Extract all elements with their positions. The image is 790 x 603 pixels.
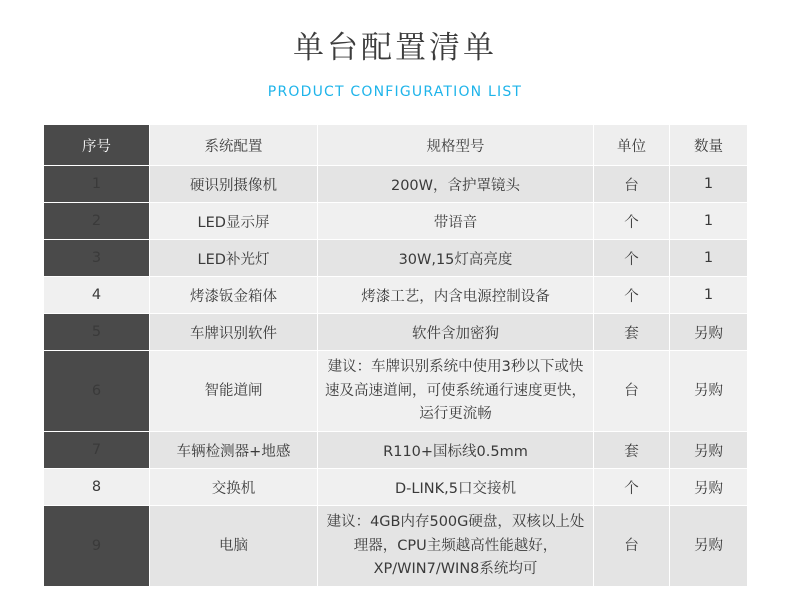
column-header-no: 序号 bbox=[44, 125, 150, 166]
cell-no: 4 bbox=[44, 277, 150, 314]
table-header-row bbox=[44, 125, 748, 166]
cell-unit: 台 bbox=[594, 351, 670, 432]
cell-unit: 个 bbox=[594, 240, 670, 277]
cell-qty: 另购 bbox=[670, 432, 748, 469]
cell-system: 车牌识别软件 bbox=[150, 314, 318, 351]
cell-spec: 软件含加密狗 bbox=[318, 314, 594, 351]
cell-system: LED显示屏 bbox=[150, 203, 318, 240]
column-header-system: 系统配置 bbox=[150, 125, 318, 166]
table-row bbox=[44, 351, 748, 432]
cell-unit: 台 bbox=[594, 166, 670, 203]
cell-qty: 1 bbox=[670, 240, 748, 277]
cell-system: 交换机 bbox=[150, 469, 318, 506]
column-header-spec: 规格型号 bbox=[318, 125, 594, 166]
cell-qty: 另购 bbox=[670, 506, 748, 587]
cell-spec: 30W,15灯高亮度 bbox=[318, 240, 594, 277]
cell-system: 烤漆钣金箱体 bbox=[150, 277, 318, 314]
cell-no: 7 bbox=[44, 432, 150, 469]
cell-spec: 200W，含护罩镜头 bbox=[318, 166, 594, 203]
cell-spec: 带语音 bbox=[318, 203, 594, 240]
cell-system: LED补光灯 bbox=[150, 240, 318, 277]
cell-unit: 个 bbox=[594, 277, 670, 314]
table-row bbox=[44, 166, 748, 203]
cell-spec: 烤漆工艺，内含电源控制设备 bbox=[318, 277, 594, 314]
cell-system: 智能道闸 bbox=[150, 351, 318, 432]
column-header-unit: 单位 bbox=[594, 125, 670, 166]
table-row bbox=[44, 240, 748, 277]
configuration-table bbox=[43, 124, 748, 587]
cell-spec: 建议：车牌识别系统中使用3秒以下或快速及高速道闸，可使系统通行速度更快，运行更流畅 bbox=[318, 351, 594, 432]
cell-system: 电脑 bbox=[150, 506, 318, 587]
cell-unit: 个 bbox=[594, 469, 670, 506]
cell-unit: 套 bbox=[594, 314, 670, 351]
cell-system: 车辆检测器+地感 bbox=[150, 432, 318, 469]
cell-unit: 个 bbox=[594, 203, 670, 240]
cell-spec: R110+国标线0.5mm bbox=[318, 432, 594, 469]
table-row bbox=[44, 506, 748, 587]
table-row bbox=[44, 203, 748, 240]
table-row bbox=[44, 469, 748, 506]
cell-unit: 套 bbox=[594, 432, 670, 469]
cell-no: 2 bbox=[44, 203, 150, 240]
cell-no: 5 bbox=[44, 314, 150, 351]
cell-no: 3 bbox=[44, 240, 150, 277]
cell-no: 1 bbox=[44, 166, 150, 203]
configuration-table-wrap bbox=[43, 124, 747, 587]
cell-qty: 1 bbox=[670, 277, 748, 314]
cell-qty: 1 bbox=[670, 203, 748, 240]
cell-unit: 台 bbox=[594, 506, 670, 587]
cell-qty: 另购 bbox=[670, 469, 748, 506]
table-row bbox=[44, 314, 748, 351]
cell-qty: 另购 bbox=[670, 351, 748, 432]
column-header-qty: 数量 bbox=[670, 125, 748, 166]
cell-qty: 另购 bbox=[670, 314, 748, 351]
title-block bbox=[0, 0, 790, 100]
table-head bbox=[44, 125, 748, 166]
cell-no: 9 bbox=[44, 506, 150, 587]
cell-no: 6 bbox=[44, 351, 150, 432]
table-row bbox=[44, 277, 748, 314]
cell-no: 8 bbox=[44, 469, 150, 506]
page-title: 单台配置清单 bbox=[293, 30, 497, 66]
table-body bbox=[44, 166, 748, 587]
table-row bbox=[44, 432, 748, 469]
cell-system: 硬识别摄像机 bbox=[150, 166, 318, 203]
cell-spec: 建议：4GB内存500G硬盘，双核以上处理器，CPU主频越高性能越好，XP/WIN7/WIN8系统均可 bbox=[318, 506, 594, 587]
cell-spec: D-LINK,5口交接机 bbox=[318, 469, 594, 506]
page-subtitle: PRODUCT CONFIGURATION LIST bbox=[267, 84, 523, 101]
cell-qty: 1 bbox=[670, 166, 748, 203]
